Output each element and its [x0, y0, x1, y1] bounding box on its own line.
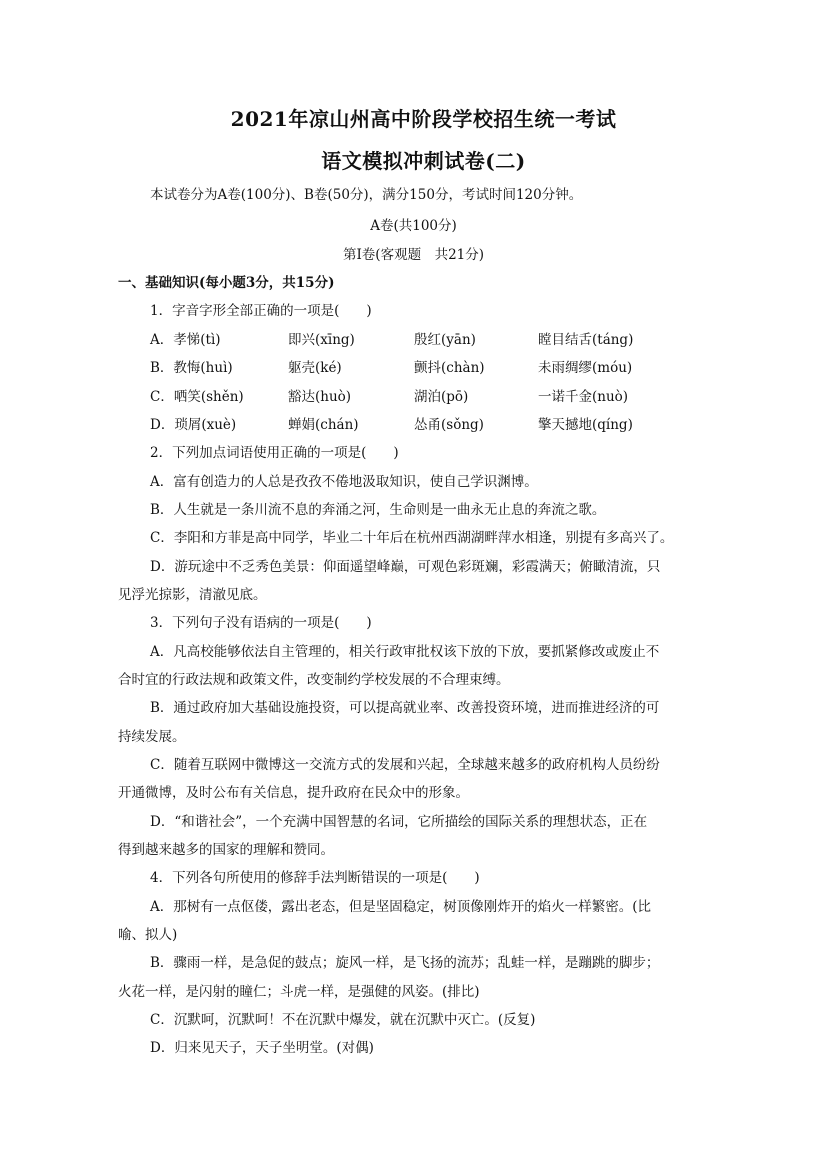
q1-d-option-2: 蝉娟(chán)	[288, 417, 359, 433]
q3-option-d-line2: 得到越来越多的国家的理解和赞同。	[118, 842, 334, 858]
q3-option-d-line1: D．“和谐社会”，一个充满中国智慧的名词，它所描绘的国际关系的理想状态，正在	[150, 814, 648, 830]
q1-a-option-1: A．孝悌(tì)	[150, 332, 221, 348]
q1-b-option-3: 颤抖(chàn)	[414, 360, 485, 376]
q3-option-b-line1: B．通过政府加大基础设施投资，可以提高就业率、改善投资环境，进而推进经济的可	[150, 700, 660, 716]
q1-a-option-2: 即兴(xīng)	[288, 332, 355, 348]
q4-option-d: D．归来见天子，天子坐明堂。(对偶)	[150, 1040, 374, 1056]
q1-d-option-4: 擎天撼地(qíng)	[538, 417, 633, 433]
q1-c-option-4: 一诺千金(nuò)	[538, 389, 629, 405]
q3-option-b-line2: 持续发展。	[118, 729, 186, 745]
q1-a-option-4: 瞠目结舌(táng)	[538, 332, 634, 348]
q3-option-a-line1: A．凡高校能够依法自主管理的，相关行政审批权该下放的下放，要抓紧修改或废止不	[150, 644, 660, 660]
q4-stem: 4．下列各句所使用的修辞手法判断错误的一项是( )	[150, 870, 480, 886]
q2-option-d-line1: D．游玩途中不乏秀色美景：仰面遥望峰巅，可观色彩斑斓，彩霞满天；俯瞰清流，只	[150, 559, 661, 575]
part-one-heading: 第Ⅰ卷(客观题 共21分)	[342, 247, 485, 263]
q3-option-c-line1: C．随着互联网中微博这一交流方式的发展和兴起，全球越来越多的政府机构人员纷纷	[150, 757, 660, 773]
q2-option-c: C．李阳和方菲是高中同学，毕业二十年后在杭州西湖湖畔萍水相逢，别提有多高兴了。	[150, 530, 674, 546]
q1-b-option-2: 躯壳(ké)	[288, 360, 342, 376]
q1-a-option-3: 殷红(yān)	[414, 332, 476, 348]
q1-d-option-3: 怂甬(sǒng)	[414, 417, 484, 433]
q2-option-d-line2: 见浮光掠影，清澈见底。	[118, 587, 267, 603]
q4-option-c: C．沉默呵，沉默呵！不在沉默中爆发，就在沉默中灭亡。(反复)	[150, 1012, 536, 1028]
q4-option-b-line1: B．骤雨一样，是急促的鼓点；旋风一样，是飞扬的流苏；乱蛙一样，是蹦跳的脚步；	[150, 955, 660, 971]
q4-option-a-line2: 喻、拟人)	[118, 927, 178, 943]
part-heading: 一、基础知识(每小题3分，共15分)	[118, 275, 335, 291]
q1-c-option-3: 湖泊(pō)	[414, 389, 469, 405]
q1-c-option-2: 豁达(huò)	[288, 389, 352, 405]
q1-c-option-1: C．哂笑(shěn)	[150, 389, 244, 405]
q4-option-a-line1: A．那树有一点伛偻，露出老态，但是坚固稳定，树顶像刚炸开的焰火一样繁密。(比	[150, 899, 652, 915]
q4-option-b-line2: 火花一样，是闪射的瞳仁；斗虎一样，是强健的风姿。(排比)	[118, 984, 480, 1000]
q3-option-a-line2: 合时宜的行政法规和政策文件，改变制约学校发展的不合理束缚。	[118, 672, 510, 688]
q3-option-c-line2: 开通微博，及时公布有关信息，提升政府在民众中的形象。	[118, 785, 469, 801]
q2-option-b: B．人生就是一条川流不息的奔涌之河，生命则是一曲永无止息的奔流之歌。	[150, 502, 606, 518]
exam-intro: 本试卷分为A卷(100分)、B卷(50分)，满分150分，考试时间120分钟。	[150, 187, 583, 203]
exam-title: 2021年凉山州高中阶段学校招生统一考试	[230, 107, 617, 131]
q1-d-option-1: D．琐屑(xuè)	[150, 417, 237, 433]
exam-subtitle: 语文模拟冲刺试卷(二)	[321, 149, 526, 173]
q1-b-option-1: B．教悔(huì)	[150, 360, 233, 376]
q2-option-a: A．富有创造力的人总是孜孜不倦地汲取知识，使自己学识渊博。	[150, 474, 538, 490]
q1-stem: 1．字音字形全部正确的一项是( )	[150, 303, 372, 319]
q2-stem: 2．下列加点词语使用正确的一项是( )	[150, 445, 399, 461]
q1-b-option-4: 未雨绸缪(móu)	[538, 360, 633, 376]
section-a-heading: A卷(共100分)	[370, 218, 457, 234]
q3-stem: 3．下列句子没有语病的一项是( )	[150, 615, 372, 631]
